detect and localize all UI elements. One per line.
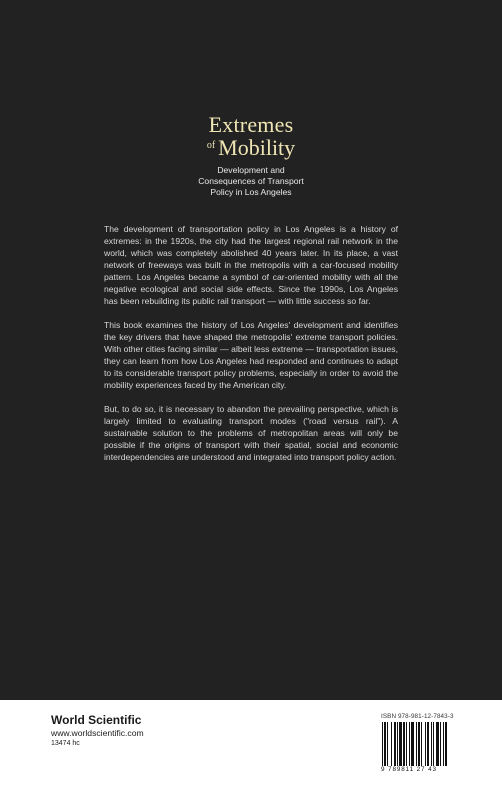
blurb-paragraph: But, to do so, it is necessary to abandon the prevailing perspective, which is largely limited to evaluating transport modes ("road versus rail"). A sustainable solution to the problems of metropolitan areas will only be possible if the origins of transport with their spatial, social and economic interdependencies are understood and integrated into transport policy action. [104, 404, 398, 462]
book-title-of: of [206, 140, 216, 151]
publisher-name: World Scientific [51, 713, 142, 727]
publisher-url: www.worldscientific.com [51, 728, 144, 738]
book-title-line2 [0, 135, 502, 159]
blurb [104, 223, 398, 475]
isbn-label: ISBN 978-981-12-7843-3 [381, 713, 454, 720]
isbn-barcode [381, 713, 454, 773]
publisher-info [51, 713, 144, 749]
blurb-paragraph: The development of transportation policy in Los Angeles is a history of extremes: in the 1920s, the city had the largest regional rail network in the world, which was completely abolished 40 years later. In its place, a vast network of freeways was built in the metropolis with a car-focused mobility pattern. Los Angeles became a symbol of car-oriented mobility with all the negative ecological and social side effects. Since the 1990s, Los Angeles has been rebuilding its public rail transport — with little success so far. [104, 224, 398, 306]
publisher-band [0, 700, 502, 800]
barcode-icon [381, 722, 451, 766]
book-title-line1: Extremes [208, 112, 294, 137]
subtitle-line: Consequences of Transport [198, 176, 304, 186]
book-title-mobility: Mobility [218, 135, 296, 160]
subtitle-line: Development and [217, 165, 285, 175]
blurb-paragraph: This book examines the history of Los Angeles' development and identifies the key drivers that have shaped the metropolis' extreme transport policies. With other cities facing similar — albeit less extreme — transportation issues, they can learn from how Los Angeles had responded and continues to adapt to its considerable transport policy problems, especially in order to avoid the mobility experiences faced by the American city. [104, 320, 398, 390]
title-block [0, 113, 502, 198]
book-subtitle [0, 165, 502, 198]
subtitle-line: Policy in Los Angeles [210, 187, 292, 197]
publisher-code: 13474 hc [51, 740, 80, 747]
barcode-digits: 9 789811 27 43 [381, 766, 437, 773]
